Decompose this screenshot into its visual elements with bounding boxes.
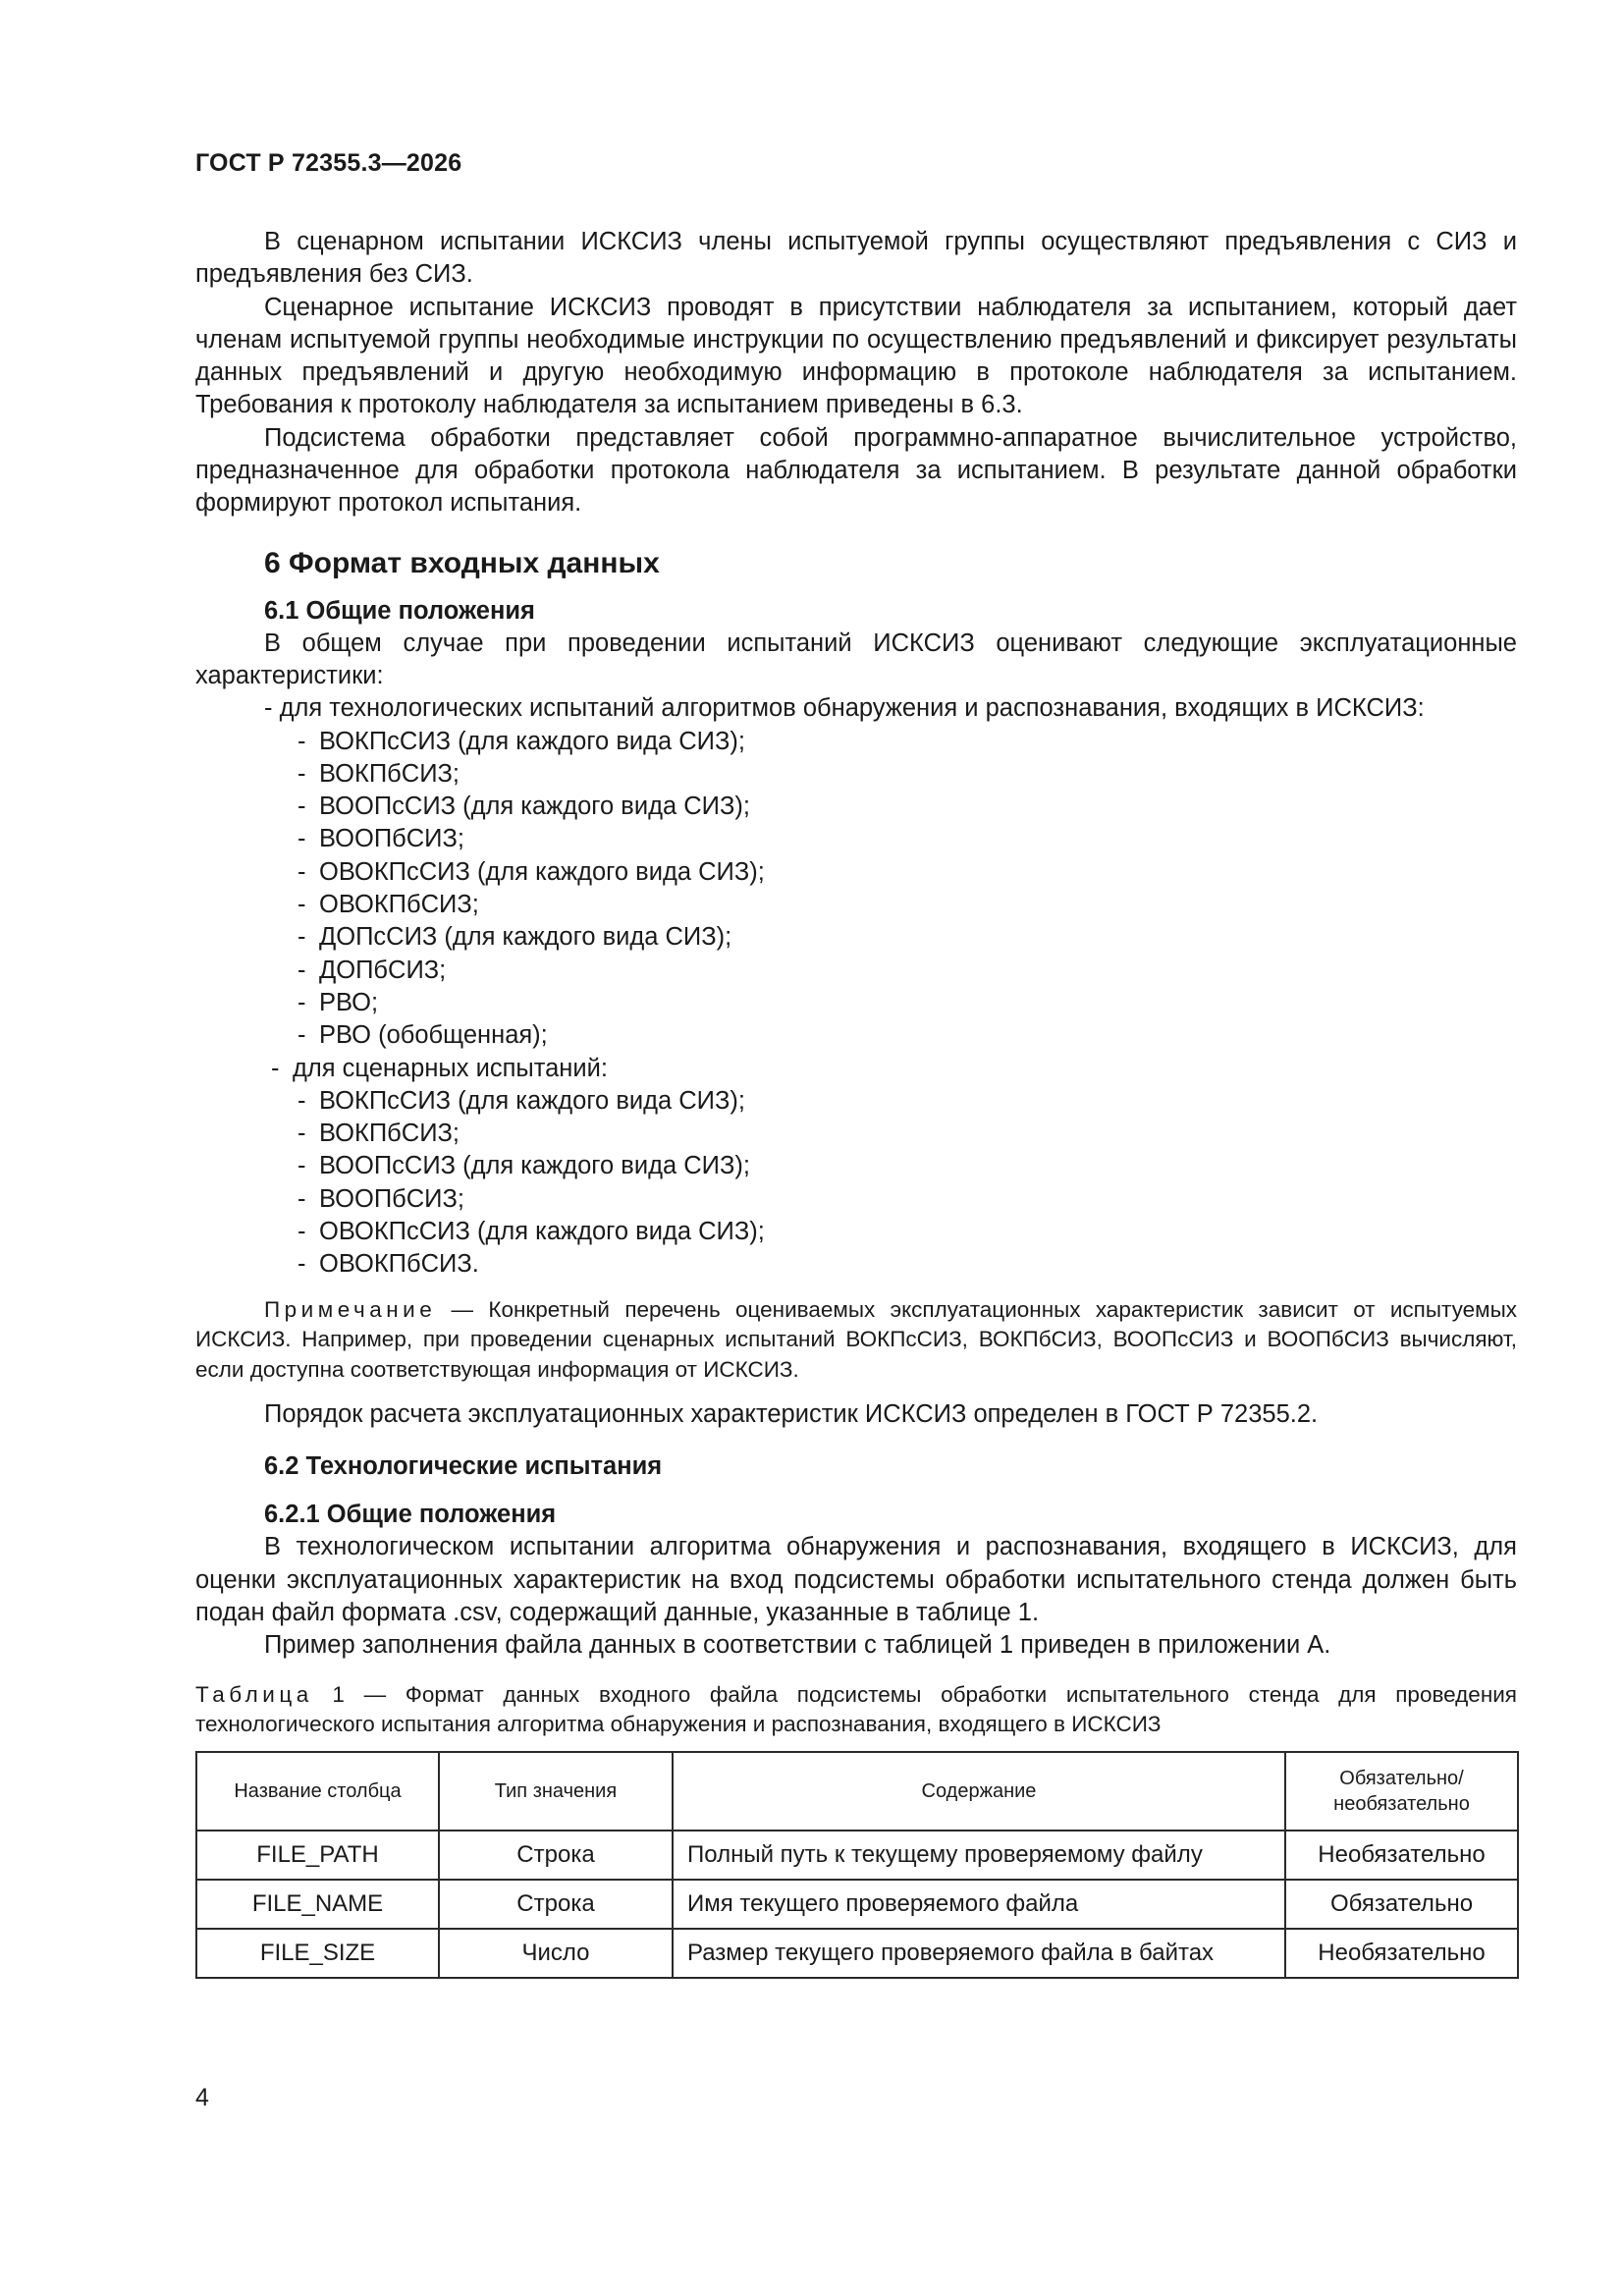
list-item: - ДОПсСИЗ (для каждого вида СИЗ); <box>298 923 732 952</box>
column-header-name: Название столбца <box>196 1752 439 1831</box>
table-cell: Строка <box>439 1831 673 1880</box>
section-6-1-paragraph-2: Порядок расчета эксплуатационных характеристик ИСКСИЗ определен в ГОСТ Р 72355.2. <box>264 1400 1319 1429</box>
column-header-required: Обязательно/ необязательно <box>1285 1752 1518 1831</box>
section-6-2-title: 6.2 Технологические испытания <box>264 1452 663 1481</box>
section-6-1-title: 6.1 Общие положения <box>264 596 535 625</box>
table-row <box>196 1880 1518 1929</box>
intro-paragraph-3: Подсистема обработки представляет собой программно-аппаратное вычислительное устройство, предназначенное для обработки протокола наблюдателя за испытанием. В результате данной обработки формируют протокол испытания. <box>195 423 1517 518</box>
note-label: Примечание <box>264 1296 437 1322</box>
list-item: - ОВОКПбСИЗ. <box>298 1250 479 1279</box>
tech-tests-label: - для технологических испытаний алгоритмов обнаружения и распознавания, входящих в ИСКСИЗ: <box>264 694 1425 723</box>
section-6-2-1-paragraph-1: В технологическом испытании алгоритма обнаружения и распознавания, входящего в ИСКСИЗ, для оценки эксплуатационных характеристик на вход подсистемы обработки испытательного стенда должен быть подан файл формата .csv, содержащий данные, указанные в таблице 1. <box>195 1533 1517 1626</box>
list-item: - ВООПбСИЗ; <box>298 1184 464 1213</box>
document-header: ГОСТ Р 72355.3—2026 <box>195 149 462 177</box>
body-text <box>195 226 1517 1979</box>
table-cell: Число <box>439 1929 673 1978</box>
section-6-2-1-paragraph-2: Пример заполнения файла данных в соответствии с таблицей 1 приведен в приложении А. <box>264 1631 1331 1660</box>
table-1-caption <box>195 1680 1517 1739</box>
list-item: - ВОКПбСИЗ; <box>298 759 460 788</box>
note-text: — Конкретный перечень оцениваемых эксплуатационных характеристик зависит от испытуемых ИСКСИЗ. Например, при проведении сценарных испытаний ВОКПсСИЗ, ВОКПбСИЗ, ВООПсСИЗ и ВООПбСИЗ вычисляют, если доступна соответствующая информация от ИСКСИЗ. <box>195 1296 1517 1382</box>
list-item: - ВООПбСИЗ; <box>298 825 464 853</box>
list-item: - ОВОКПсСИЗ (для каждого вида СИЗ); <box>298 1218 765 1246</box>
list-item: - РВО; <box>298 988 379 1016</box>
page-number: 4 <box>195 2084 209 2111</box>
table-cell: FILE_PATH <box>196 1831 439 1880</box>
table-row <box>196 1831 1518 1880</box>
table-cell: Строка <box>439 1880 673 1929</box>
table-caption-text: 1 — Формат данных входного файла подсистемы обработки испытательного стенда для проведения технологического испытания алгоритма обнаружения и распознавания, входящего в ИСКСИЗ <box>195 1681 1517 1736</box>
table-1 <box>195 1751 1519 1979</box>
section-6-2-1-title: 6.2.1 Общие положения <box>264 1501 557 1529</box>
list-item: - ВОКПсСИЗ (для каждого вида СИЗ); <box>298 1086 745 1115</box>
list-item: - ВООПсСИЗ (для каждого вида СИЗ); <box>298 1152 750 1180</box>
column-header-type: Тип значения <box>439 1752 673 1831</box>
table-cell: Полный путь к текущему проверяемому файлу <box>673 1831 1285 1880</box>
list-item: - ВООПсСИЗ (для каждого вида СИЗ); <box>298 793 750 821</box>
list-item: - ВОКПсСИЗ (для каждого вида СИЗ); <box>298 727 745 755</box>
table-header-row <box>196 1752 1518 1831</box>
section-6-1-paragraph-1: В общем случае при проведении испытаний ИСКСИЗ оценивают следующие эксплуатационные характеристики: <box>195 629 1517 689</box>
column-header-content: Содержание <box>673 1752 1285 1831</box>
scenario-tests-label: - для сценарных испытаний: <box>271 1054 608 1082</box>
table-cell: FILE_NAME <box>196 1880 439 1929</box>
note <box>195 1295 1517 1386</box>
intro-paragraph-1: В сценарном испытании ИСКСИЗ члены испытуемой группы осуществляют предъявления с СИЗ и предъявления без СИЗ. <box>195 228 1517 289</box>
table-caption-label: Таблица <box>195 1681 313 1707</box>
table-cell: Необязательно <box>1285 1929 1518 1978</box>
list-item: - ОВОКПсСИЗ (для каждого вида СИЗ); <box>298 857 765 886</box>
section-6-title: 6 Формат входных данных <box>264 546 660 579</box>
table-cell: Размер текущего проверяемого файла в байтах <box>673 1929 1285 1978</box>
table-cell: Необязательно <box>1285 1831 1518 1880</box>
tech-tests-list <box>195 726 1517 1053</box>
table-cell: FILE_SIZE <box>196 1929 439 1978</box>
table-row <box>196 1929 1518 1978</box>
list-item: - ДОПбСИЗ; <box>298 956 447 984</box>
intro-paragraph-2: Сценарное испытание ИСКСИЗ проводят в присутствии наблюдателя за испытанием, который дает членам испытуемой группы необходимые инструкции по осуществлению предъявлений и фиксирует результаты данных предъявлений и другую необходимую информацию в протоколе наблюдателя за испытанием. Требования к протоколу наблюдателя за испытанием приведены в 6.3. <box>195 293 1517 419</box>
scenario-tests-list <box>195 1085 1517 1282</box>
list-item: - РВО (обобщенная); <box>298 1021 548 1050</box>
table-cell: Обязательно <box>1285 1880 1518 1929</box>
list-item: - ОВОКПбСИЗ; <box>298 891 479 919</box>
list-item: - ВОКПбСИЗ; <box>298 1120 460 1148</box>
table-cell: Имя текущего проверяемого файла <box>673 1880 1285 1929</box>
